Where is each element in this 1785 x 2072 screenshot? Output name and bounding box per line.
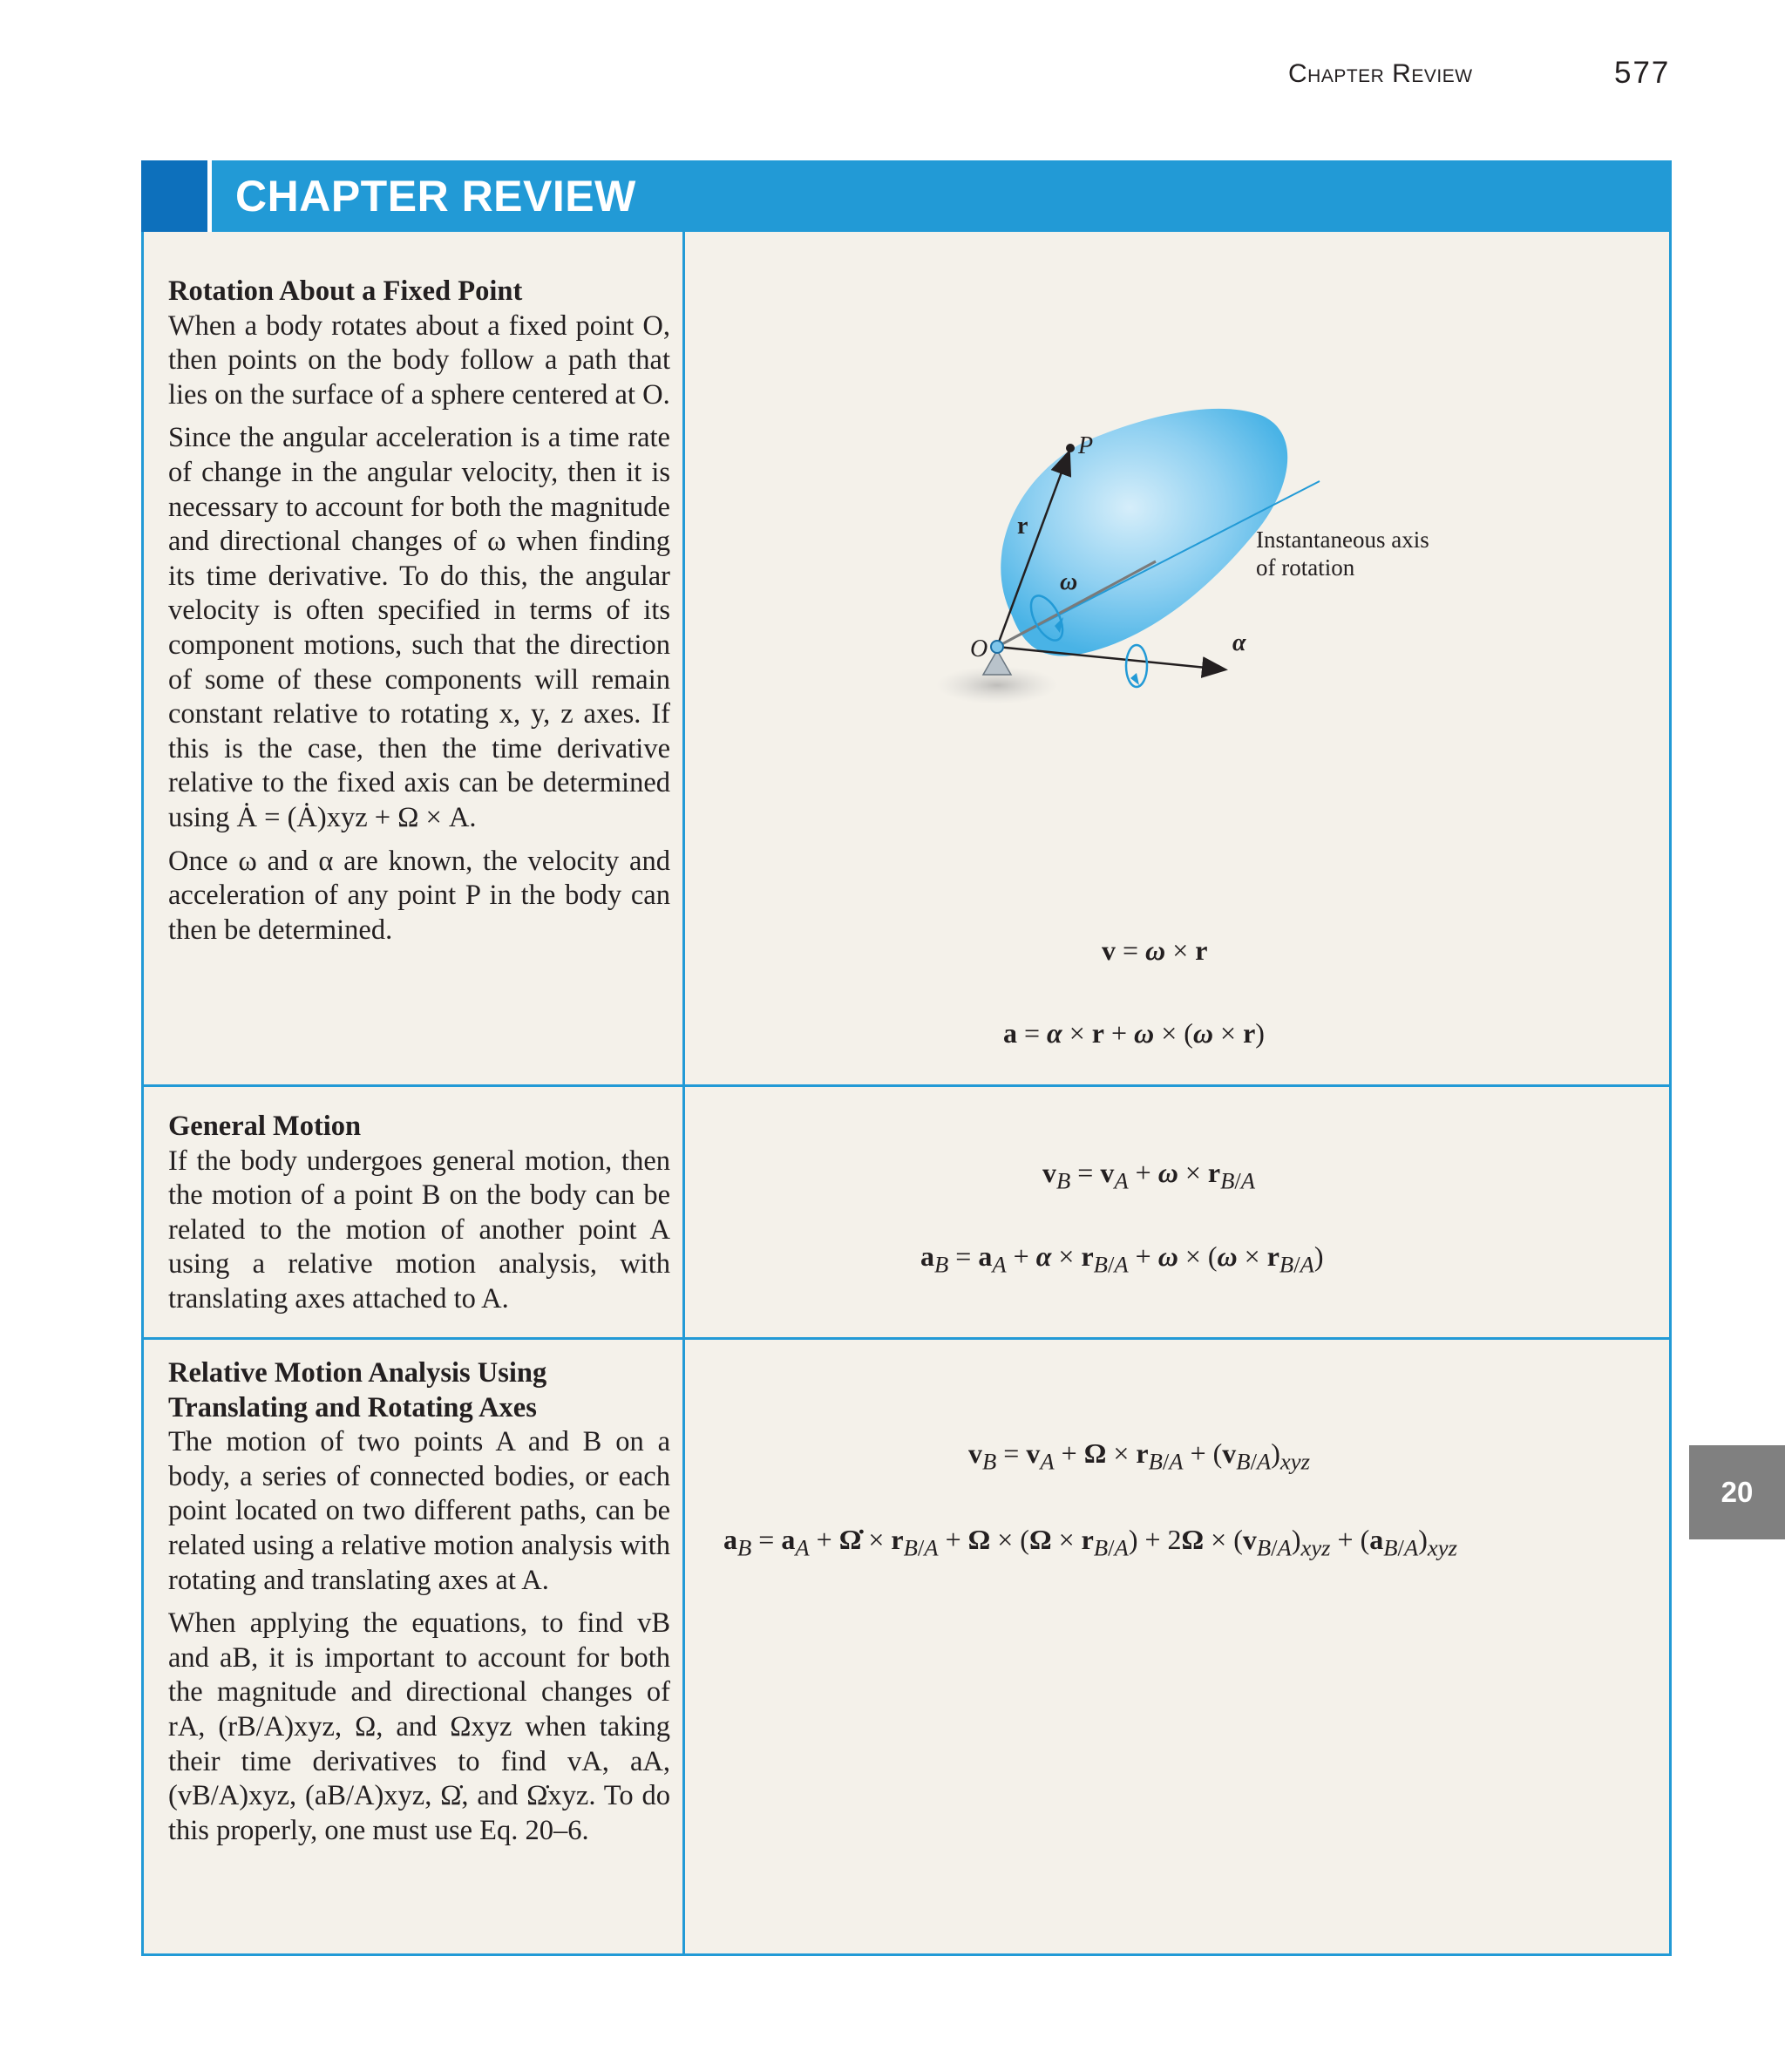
section1-heading: Rotation About a Fixed Point — [168, 275, 523, 307]
label-r: r — [1017, 513, 1028, 540]
banner-title: CHAPTER REVIEW — [235, 172, 636, 221]
section1-para1: When a body rotates about a fixed point O, then points on the body follow a path that lies on the surface of a sphere centered at O. — [168, 309, 670, 411]
section-general-motion — [141, 1084, 1672, 1340]
section2-text — [168, 1110, 670, 1326]
section2-heading: General Motion — [168, 1111, 362, 1142]
equation-acceleration-fixed-point: a = α × r + ω × (ω × r) — [1003, 1017, 1265, 1049]
section3-heading-line2: Translating and Rotating Axes — [168, 1391, 537, 1423]
section1-text — [168, 275, 670, 956]
equation-acceleration-rotating-axes: $a_B = a_A$ + Ω̇ × $r_{B/A} + \Omega \times (\Omega \times r_{B/A}) + 2\Omega \times (v_{B/A})_{xyz} + (a_{B/A})_{xyz}$ — [723, 1524, 1457, 1561]
equation-velocity-general: $v_B = v_A + \omega \times r_{B/A}$ — [1042, 1157, 1256, 1194]
section-rotation-fixed-point — [141, 232, 1672, 1087]
section3-para2: When applying the equations, to find vB and aB, it is important to account for both the magnitude and directional changes of rA, (rB/A)xyz, Ω, and Ωxyz when taking their time derivatives to find vA, aA, (vB/A)xyz, (aB/A)xyz, Ω̇, and Ω̇xyz. To do this properly, one must use Eq. 20–6. — [168, 1607, 670, 1846]
section3-text — [168, 1356, 670, 1857]
section-relative-motion-rotating-axes — [141, 1337, 1672, 1956]
banner-divider — [207, 160, 212, 232]
equation-acceleration-general: $a_B = a_A + \alpha \times r_{B/A} + \omega \times (\omega \times r_{B/A})$ — [920, 1240, 1324, 1278]
section3-equation-panel — [685, 1340, 1669, 1953]
running-head — [1288, 59, 1473, 89]
alpha-vector — [997, 647, 1224, 669]
section1-text-panel — [144, 232, 685, 1084]
running-head-text: Chapter Review — [1288, 59, 1473, 88]
equation-velocity-rotating-axes: $v_B = v_A + \Omega \times r_{B/A} + (v_{B/A})_{xyz}$ — [968, 1437, 1310, 1475]
section3-para1: The motion of two points A and B on a body, a series of connected bodies, or each point located on two different paths, can be related using a relative motion analysis with rotating and translating axes at A. — [168, 1426, 670, 1596]
label-omega: ω — [1060, 568, 1078, 595]
rigid-body-shape — [1001, 409, 1287, 656]
banner-accent-block — [141, 160, 207, 232]
label-P: P — [1078, 432, 1094, 459]
section2-para1: If the body undergoes general motion, then the motion of a point B on the body can be related to the motion of another point A using a relative motion analysis, with translating axes attached to A. — [168, 1145, 670, 1315]
section2-text-panel — [144, 1087, 685, 1337]
pivot-O-dot — [991, 641, 1003, 653]
rotation-figure — [886, 397, 1496, 764]
chapter-tab: 20 — [1689, 1445, 1785, 1539]
axis-label-line1: Instantaneous axis — [1256, 526, 1429, 553]
point-P-dot — [1066, 444, 1075, 452]
equation-velocity-fixed-point: v = ω × r — [1102, 934, 1208, 966]
label-alpha: α — [1232, 629, 1246, 656]
section1-figure-panel — [685, 232, 1669, 1084]
section3-heading-line1: Relative Motion Analysis Using — [168, 1357, 547, 1389]
section3-text-panel — [144, 1340, 685, 1953]
section1-para3: Once ω and α are known, the velocity and acceleration of any point P in the body can then be determined. — [168, 845, 670, 946]
label-O: O — [970, 635, 988, 662]
section2-equation-panel — [685, 1087, 1669, 1337]
section1-para2: Since the angular acceleration is a time rate of change in the angular velocity, then it is necessary to account for both the magnitude and directional changes of ω when finding its time derivative. To do this, the angular velocity is often specified in terms of its component motions, such that the direction of some of these components will remain constant relative to rotating x, y, z axes. If this is the case, then the time derivative relative to the fixed axis can be determined using Ȧ = (Ȧ)xyz + Ω × A. — [168, 422, 670, 833]
axis-label-line2: of rotation — [1256, 554, 1355, 581]
page-number: 577 — [1614, 56, 1671, 90]
